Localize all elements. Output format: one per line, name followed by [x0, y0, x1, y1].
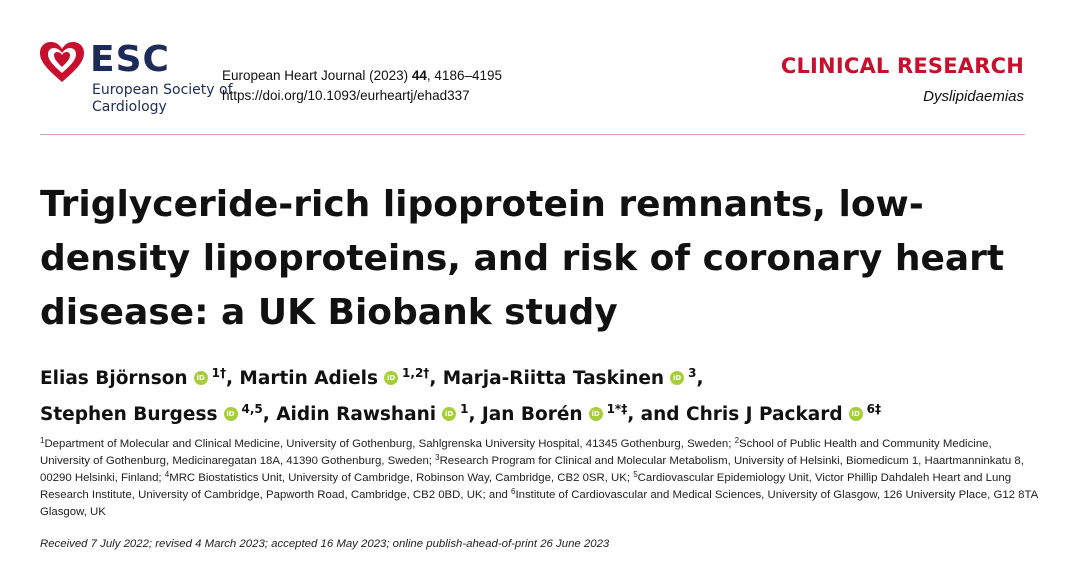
- section-label: CLINICAL RESEARCH: [780, 54, 1024, 78]
- author-name[interactable]: Jan Borén: [481, 404, 583, 425]
- affiliation-number: 1: [40, 436, 45, 445]
- affiliation-number: 4: [164, 470, 170, 479]
- journal-pages: , 4186–4195: [426, 68, 502, 83]
- author-item: [239, 368, 429, 389]
- affiliation-text: School of Public Health and Community Medicine, University of Gothenburg, Medicinaregatan 18A, 41390 Gothenburg, Sweden;: [40, 438, 992, 467]
- affiliation-text: MRC Biostatistics Unit, University of Cambridge, Robinson Way, Cambridge, CB2 0SR, UK;: [169, 472, 634, 484]
- orcid-icon[interactable]: [384, 371, 398, 385]
- author-item: [40, 368, 226, 389]
- section-subsection: Dyslipidaemias: [923, 88, 1024, 105]
- orcid-icon[interactable]: [670, 371, 684, 385]
- journal-volume: 44: [411, 68, 427, 83]
- doi-link[interactable]: https://doi.org/10.1093/eurheartj/ehad337: [222, 88, 470, 103]
- logo-abbreviation: ESC: [90, 39, 170, 80]
- orcid-icon[interactable]: [442, 407, 456, 421]
- author-item: [482, 404, 627, 425]
- author-separator: ,: [225, 368, 240, 389]
- affiliation-text: Cardiovascular Epidemiology Unit, Victor Phillip Dahdaleh Heart and Lung Research Institute, University of Cambridge, Papworth Road, Cambridge, CB2 0BD, UK; and: [40, 472, 1012, 501]
- author-affiliation-marker: 6‡: [866, 402, 882, 416]
- author-item: [686, 404, 881, 425]
- orcid-icon[interactable]: [194, 371, 208, 385]
- journal-citation: [222, 66, 502, 106]
- article-title: Triglyceride-rich lipoprotein remnants, low-density lipoproteins, and risk of coronary heart disease: a UK Biobank study: [40, 184, 1005, 333]
- journal-name: European Heart Journal (2023): [222, 68, 409, 83]
- affiliations: [40, 436, 1040, 521]
- author-separator: ,: [429, 368, 443, 389]
- author-affiliation-marker: 1: [460, 402, 469, 416]
- affiliation-number: 5: [633, 470, 638, 479]
- heart-logo-icon: [38, 40, 86, 84]
- section-heading: [781, 52, 1024, 108]
- author-affiliation-marker: 3: [688, 366, 697, 380]
- author-name[interactable]: Aidin Rawshani: [276, 404, 437, 425]
- author-list: [40, 358, 1040, 430]
- journal-line: [222, 66, 502, 86]
- affiliation-text: Research Program for Clinical and Molecular Metabolism, University of Helsinki, Biomedicum 1, Haartmanninkatu 8, 00290 Helsinki, Finland;: [40, 455, 1024, 484]
- affiliation-number: 3: [435, 453, 440, 462]
- author-separator: , and: [627, 404, 686, 425]
- affiliation-text: Department of Molecular and Clinical Medicine, University of Gothenburg, Sahlgrenska University Hospital, 41345 Gothenburg, Sweden;: [44, 438, 735, 450]
- article-header: [0, 0, 1080, 140]
- author-name[interactable]: Elias Björnson: [40, 368, 188, 389]
- author-name[interactable]: Chris J Packard: [686, 404, 843, 425]
- author-name[interactable]: Stephen Burgess: [40, 404, 218, 425]
- author-separator: ,: [468, 404, 482, 425]
- author-affiliation-marker: 1,2†: [402, 366, 430, 380]
- logo-society-name: European Society of Cardiology: [92, 82, 233, 115]
- author-item: [443, 368, 697, 389]
- affiliation-text: Institute of Cardiovascular and Medical Sciences, University of Glasgow, 126 University Place, G12 8TA Glasgow, UK: [40, 489, 1038, 518]
- affiliation-number: 2: [734, 436, 740, 445]
- received-dates: Received 7 July 2022; revised 4 March 2023; accepted 16 May 2023; online publish-ahead-of-print 26 June 2023: [40, 538, 610, 550]
- orcid-icon[interactable]: [849, 407, 863, 421]
- header-divider: [40, 134, 1025, 135]
- author-separator: ,: [696, 368, 704, 389]
- author-separator: ,: [262, 404, 277, 425]
- orcid-icon[interactable]: [224, 407, 238, 421]
- affiliation-number: 6: [511, 487, 516, 496]
- author-affiliation-marker: 1†: [211, 366, 226, 380]
- author-affiliation-marker: 1*‡: [606, 402, 628, 416]
- author-name[interactable]: Marja-Riitta Taskinen: [442, 368, 665, 389]
- author-item: [276, 404, 468, 425]
- author-name[interactable]: Martin Adiels: [239, 368, 379, 389]
- author-item: [40, 404, 263, 425]
- orcid-icon[interactable]: [589, 407, 603, 421]
- author-affiliation-marker: 4,5: [241, 402, 263, 416]
